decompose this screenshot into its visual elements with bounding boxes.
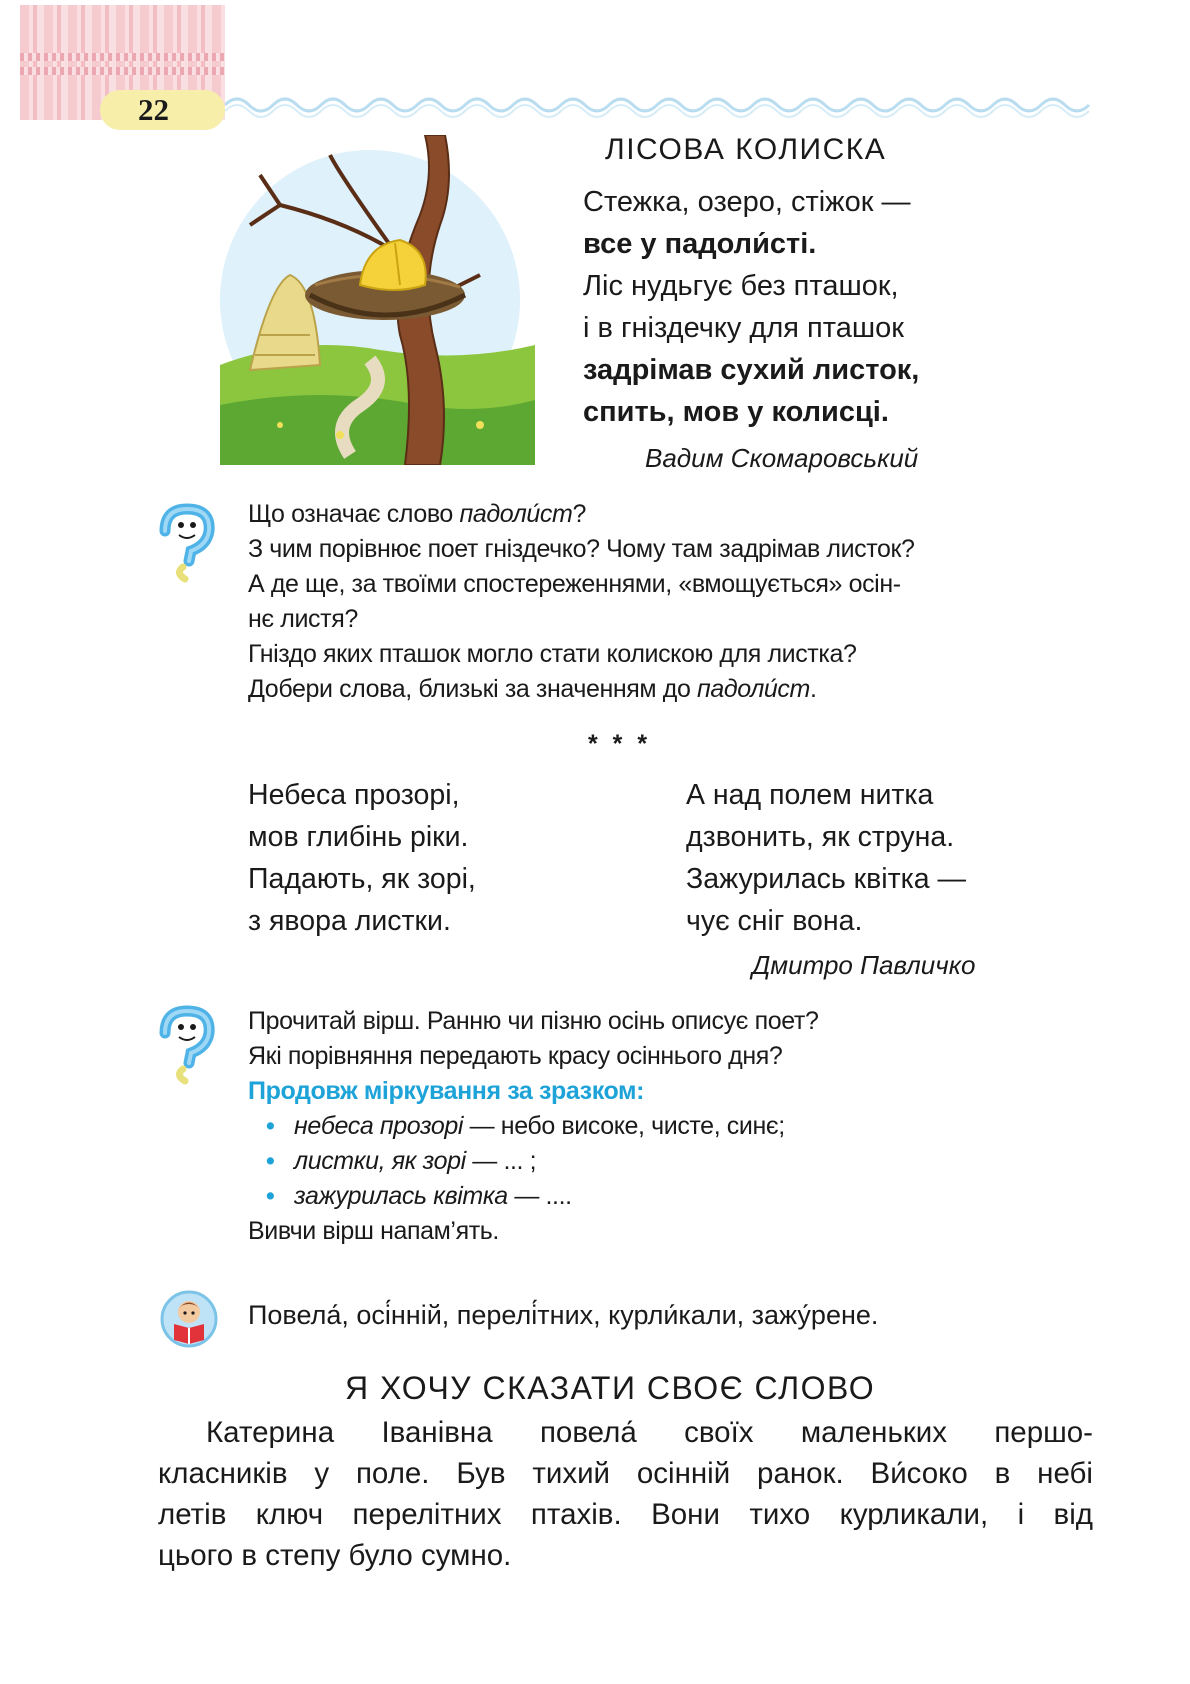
poem-line: дзвонить, як струна. (686, 821, 955, 853)
question-line (248, 497, 915, 532)
poem-line: з явора листки. (248, 905, 451, 937)
question-line: Прочитай вірш. Ранню чи пізню осінь описує поет? (248, 1007, 819, 1035)
question-line: нє листя? (248, 605, 358, 633)
poem2-col1 (248, 774, 476, 942)
stress-words: Повела́, осі́нній, перелі́тних, курли́кали, зажу́рене. (248, 1300, 879, 1330)
question-icon (155, 1005, 219, 1085)
paragraph-line: Катерина Іванівна повела́ своїх маленьких першо- (206, 1416, 1093, 1449)
questions-2 (248, 1004, 818, 1249)
questions-1 (248, 497, 915, 707)
page-number: 22 (100, 90, 225, 130)
section-title: Я ХОЧУ СКАЗАТИ СВОЄ СЛОВО (345, 1370, 876, 1406)
example-text: — .... (507, 1182, 572, 1210)
corner-band (20, 67, 225, 75)
list-item (248, 1179, 818, 1214)
question-text: Що означає слово (248, 500, 460, 528)
list-item (248, 1109, 818, 1144)
example-text: — ... ; (465, 1147, 537, 1175)
task-prompt: Продовж міркування за зразком: (248, 1077, 645, 1105)
paragraph-line: класників у поле. Був тихий осінній ранок. Ви́соко в небі (158, 1457, 1093, 1490)
poem-title: ЛІСОВА КОЛИСКА (605, 133, 887, 166)
poem-line: спить, мов у колисці. (583, 396, 889, 428)
poem-line: Падають, як зорі, (248, 863, 476, 895)
reading-child-icon (160, 1290, 218, 1348)
question-line: А де ще, за твоїми спостереженнями, «вмощується» осін- (248, 570, 901, 598)
paragraph-line: летів ключ перелітних птахів. Вони тихо курликали, і від (158, 1498, 1093, 1531)
poem1 (583, 181, 919, 433)
story-paragraph (158, 1412, 1093, 1576)
poem-line: А над полем нитка (686, 779, 934, 811)
corner-band (20, 53, 225, 61)
poem-line: Стежка, озеро, стіжок — (583, 186, 911, 218)
poem-line: задрімав сухий листок, (583, 354, 920, 386)
poem2-col2 (686, 774, 966, 942)
poem1-author: Вадим Скомаровський (645, 443, 919, 473)
question-term: падоли́ст (459, 500, 573, 528)
example-term: листки, як зорі (294, 1147, 466, 1175)
poem-line: мов глибінь ріки. (248, 821, 469, 853)
question-line: Гніздо яких пташок могло стати колискою для листка? (248, 640, 857, 668)
example-term: зажурилась квітка (294, 1182, 508, 1210)
question-text: ? (572, 500, 586, 528)
question-term: падоли́ст (697, 675, 810, 703)
list-item (248, 1144, 818, 1179)
wave-decoration (225, 90, 1095, 120)
poem-line: Ліс нудьгує без пташок, (583, 270, 899, 302)
poem-line: чує сніг вона. (686, 905, 863, 937)
example-text: — небо високе, чисте, синє; (463, 1112, 785, 1140)
question-line: З чим порівнює поет гніздечко? Чому там задрімав листок? (248, 535, 915, 563)
nest-illustration (220, 135, 535, 465)
poem-divider: * * * (588, 730, 652, 758)
poem2-author: Дмитро Павличко (752, 950, 976, 980)
question-text: . (809, 675, 817, 703)
question-line (248, 672, 915, 707)
paragraph-line: цього в степу було сумно. (158, 1539, 512, 1572)
question-line: Вивчи вірш напам’ять. (248, 1217, 499, 1245)
poem-line: і в гніздечку для пташок (583, 312, 904, 344)
question-text: Добери слова, близькі за значенням до (248, 675, 697, 703)
example-term: небеса прозорі (294, 1112, 464, 1140)
poem-line: все у падоли́сті. (583, 228, 817, 260)
poem-line: Небеса прозорі, (248, 779, 460, 811)
poem-line: Зажурилась квітка — (686, 863, 967, 895)
question-line: Які порівняння передають красу осіннього дня? (248, 1042, 783, 1070)
question-icon (155, 503, 219, 583)
